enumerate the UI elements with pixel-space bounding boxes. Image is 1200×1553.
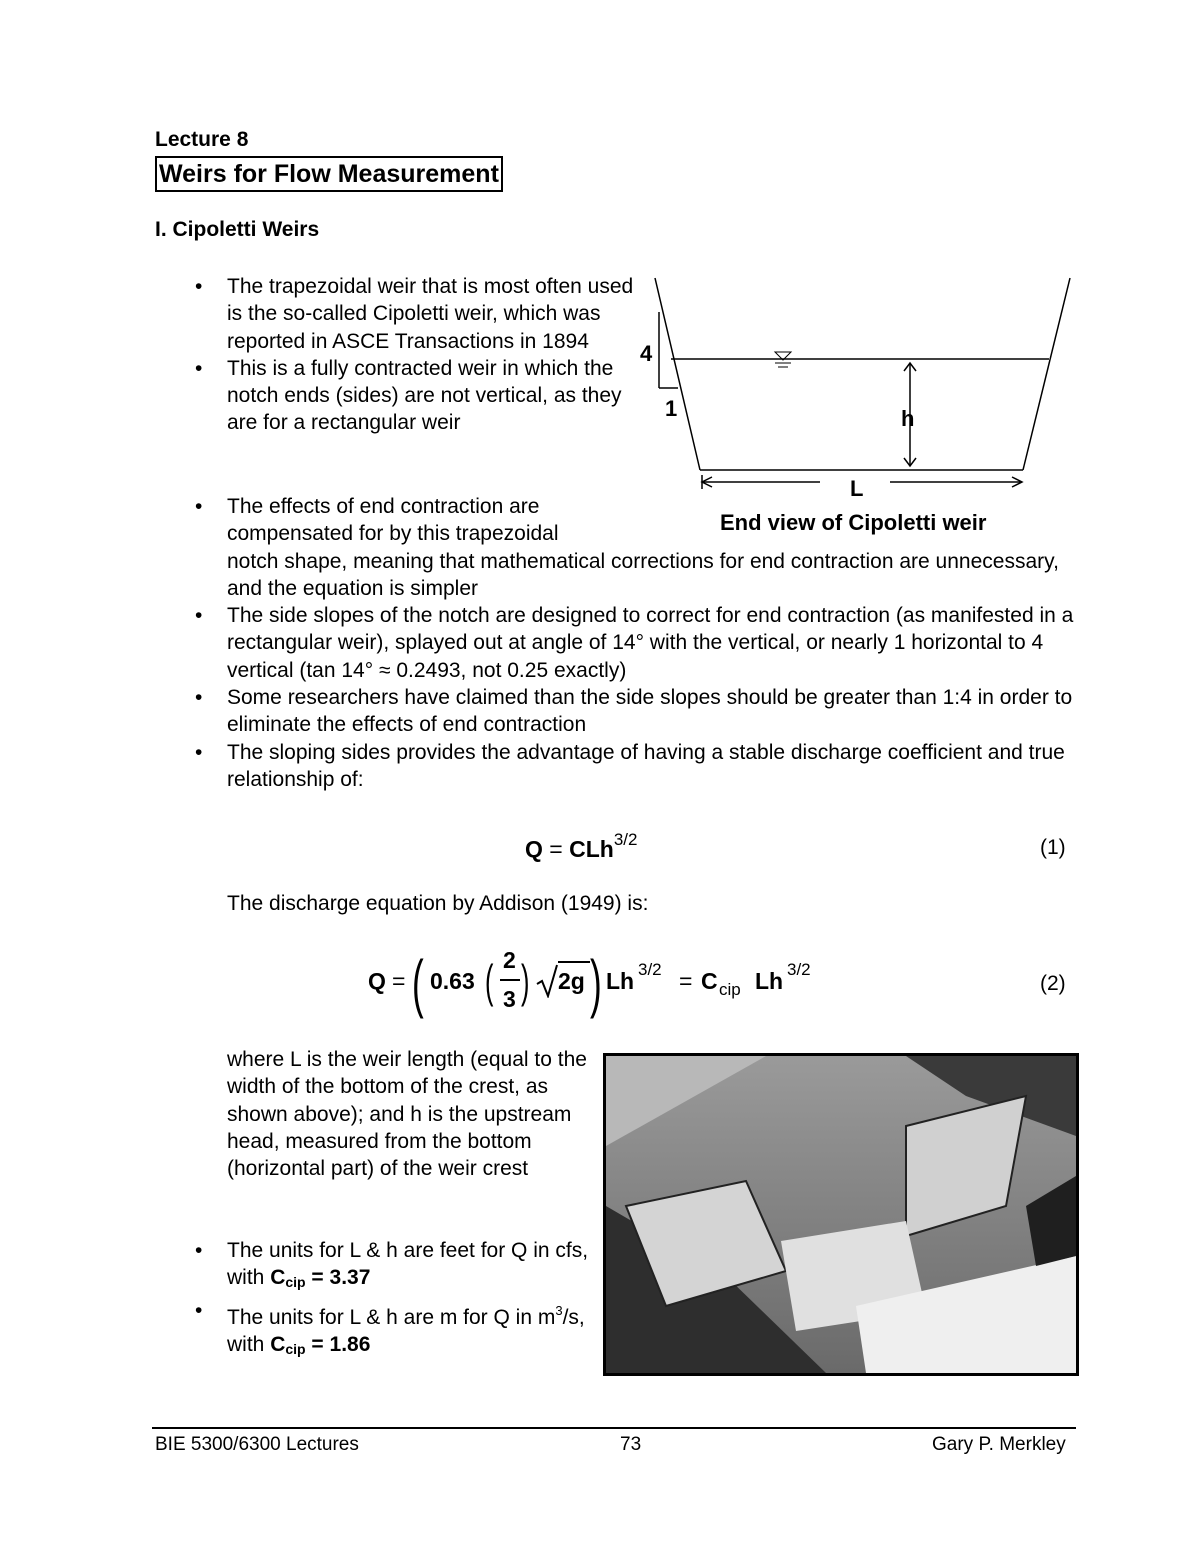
units-text: The units for L & h are m for Q in m: [227, 1305, 556, 1329]
units-text: The units for L & h are feet for Q in cfs, with: [227, 1239, 589, 1290]
sqrt-icon: [536, 964, 558, 998]
eq2-open-paren: (: [412, 947, 424, 1019]
list-item: • Some researchers have claimed than the side slopes should be greater than 1:4 in order to eliminate the effects of end contraction: [195, 686, 1073, 737]
equation-2: [368, 948, 838, 1020]
eq2-root-bar: [558, 961, 590, 963]
eq2-frac-open-paren: (: [485, 955, 494, 1007]
equation-1-number: (1): [1040, 836, 1066, 859]
coef-symbol: C: [270, 1266, 286, 1290]
slope-vertical-label: 4: [640, 341, 653, 366]
eq2-frac-den: 3: [503, 986, 516, 1012]
equation-2-number: (2): [1040, 972, 1066, 995]
eq2-equals-2: =: [679, 968, 693, 994]
coef-subscript: cip: [285, 1340, 306, 1357]
list-item: • The sloping sides provides the advantage of having a stable discharge coefficient and true relationship of:: [195, 740, 1065, 791]
coef-value: = 3.37: [305, 1266, 371, 1290]
coef-symbol: C: [270, 1332, 286, 1356]
slope-horizontal-label: 1: [665, 396, 678, 421]
bullet-text: This is a fully contracted weir in which the notch ends (sides) are not vertical, as they are for a rectangular weir: [227, 356, 622, 435]
bullet-text: The trapezoidal weir that is most often used is the so-called Cipoletti weir, which was reported in ASCE Transactions in 1894: [227, 275, 634, 353]
length-label: L: [850, 476, 864, 501]
list-item: • The units for L & h are feet for Q in cfs, with $C_{cip} = 3.37$: [195, 1239, 589, 1291]
equation-1: [525, 830, 637, 863]
coef-subscript: cip: [285, 1274, 306, 1291]
eq2-coef: 0.63: [430, 968, 475, 994]
eq2-root: 2g: [558, 968, 585, 994]
units-list: [155, 1237, 595, 1363]
eq2-frac-close-paren: ): [521, 955, 530, 1007]
eq2-c-sub: cip: [719, 980, 741, 999]
units-superscript: 3: [555, 1302, 563, 1318]
footer-left: BIE 5300/6300 Lectures: [155, 1434, 359, 1455]
eq2-frac-num: 2: [503, 947, 516, 973]
eq2-c: C: [701, 968, 718, 994]
weir-left-side: [655, 278, 700, 470]
bullet-list-top: [155, 273, 635, 437]
weir-right-side: [1023, 278, 1070, 470]
addison-text: The discharge equation by Addison (1949) is:: [227, 892, 649, 915]
list-item: • The trapezoidal weir that is most often used is the so-called Cipoletti weir, which was reported in ASCE Transactions in 1894: [195, 275, 634, 353]
bullet-text: The side slopes of the notch are designed to correct for end contraction (as manifested in a rectangular weir), splayed out at angle of 14° with the vertical, or nearly 1 horizontal to 4 vertical (tan 14° ≈ 0.2493, not 0.25 exactly): [227, 604, 1074, 682]
list-item: • The effects of end contraction are compensated for by this trapezoidal notch shape, meaning that mathematical corrections for end contraction are unnecessary, and the equation is simpler: [195, 495, 1059, 600]
footer-right: Gary P. Merkley: [932, 1434, 1066, 1455]
eq2-lhs: Q: [368, 968, 386, 994]
cipoletti-weir-photo: [603, 1053, 1079, 1376]
cipoletti-weir-diagram: [635, 270, 1075, 540]
list-item: • The units for L & h are m for Q in $m^3/s$, with $C_{cip} = 1.86$: [195, 1298, 585, 1357]
eq1-rhs: CLh: [569, 836, 614, 862]
bullet-text: The sloping sides provides the advantage of having a stable discharge coefficient and true relationship of:: [227, 740, 1065, 791]
eq2-equals: =: [392, 968, 406, 994]
head-label: h: [901, 406, 915, 431]
eq1-equals: =: [549, 836, 563, 862]
section-heading: I. Cipoletti Weirs: [155, 218, 320, 241]
eq1-exponent: 3/2: [613, 830, 638, 849]
where-text: where L is the weir length (equal to the width of the bottom of the crest, as shown above); and h is the upstream head, measured from the bottom (horizontal part) of the weir crest: [227, 1048, 587, 1181]
lecture-number: Lecture 8: [155, 128, 249, 151]
eq2-close-paren: ): [590, 947, 602, 1019]
eq2-exponent-2: 3/2: [787, 960, 811, 979]
eq2-lh-2: Lh: [755, 968, 784, 994]
units-text-2: /s, with: [227, 1305, 585, 1356]
list-item: • The side slopes of the notch are designed to correct for end contraction (as manifested in a rectangular weir), splayed out at angle of 14° with the vertical, or nearly 1 horizontal to 4 vertical (tan 14° ≈ 0.2493, not 0.25 exactly): [195, 604, 1074, 682]
eq2-frac-bar: [500, 979, 520, 981]
page-title: Weirs for Flow Measurement: [155, 156, 503, 192]
eq2-exponent: 3/2: [638, 960, 662, 979]
bullet-text: Some researchers have claimed than the side slopes should be greater than 1:4 in order to eliminate the effects of end contraction: [227, 686, 1073, 737]
list-item: • This is a fully contracted weir in which the notch ends (sides) are not vertical, as they are for a rectangular weir: [195, 356, 622, 435]
weir-photo-illustration: [606, 1056, 1076, 1373]
bullet-text: The effects of end contraction are compensated for by this trapezoidal notch shape, meaning that mathematical corrections for end contraction are unnecessary, and the equation is simpler: [227, 495, 1059, 600]
footer-rule: [152, 1427, 1076, 1429]
page-number: 73: [620, 1434, 642, 1455]
figure-caption: End view of Cipoletti weir: [720, 510, 987, 535]
eq1-lhs: Q: [525, 836, 543, 862]
eq2-lh: Lh: [606, 968, 635, 994]
coef-value: = 1.86: [305, 1332, 371, 1356]
